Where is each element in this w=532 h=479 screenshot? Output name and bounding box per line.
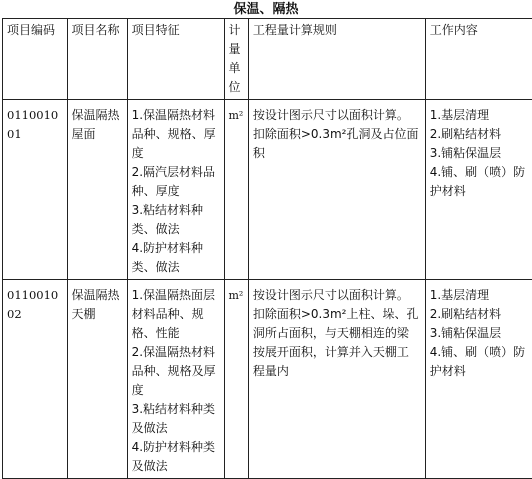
item-rule: 按设计图示尺寸以面积计算。扣除面积>0.3m²孔洞及占位面积: [248, 100, 425, 280]
item-code: [3, 280, 68, 479]
header-unit: 计量单位: [225, 19, 248, 100]
work-line: 3.铺粘保温层: [430, 324, 532, 343]
work-line: 2.刷粘结材料: [430, 305, 532, 324]
item-rule: 按设计图示尺寸以面积计算。扣除面积>0.3m²上柱、垛、孔洞所占面积，与天棚相连的梁按展开面积，计算并入天棚工程量内: [248, 280, 425, 479]
item-name: 保温隔热屋面: [67, 100, 127, 280]
table-row: [3, 280, 532, 479]
header-code: 项目编码: [3, 19, 68, 100]
header-rule: 工程量计算规则: [248, 19, 425, 100]
item-code-text: 011001001: [7, 108, 58, 141]
feature-line: 1.保温隔热材料品种、规格、厚度: [132, 106, 221, 163]
work-line: 2.刷粘结材料: [430, 125, 532, 144]
item-code: [3, 100, 68, 280]
feature-line: 4.防护材料种类、做法: [132, 239, 221, 277]
feature-line: 3.粘结材料种类及做法: [132, 400, 221, 438]
table-header-row: [3, 19, 532, 100]
feature-line: 3.粘结材料种类、做法: [132, 201, 221, 239]
feature-line: 2.保温隔热材料品种、规格及厚度: [132, 343, 221, 400]
table-row: [3, 100, 532, 280]
feature-line: 2.隔汽层材料品种、厚度: [132, 163, 221, 201]
item-features: [127, 280, 225, 479]
item-features: [127, 100, 225, 280]
header-features: 项目特征: [127, 19, 225, 100]
feature-line: 1.保温隔热面层材料品种、规格、性能: [132, 286, 221, 343]
item-work: [425, 100, 532, 280]
item-unit: [225, 100, 248, 280]
item-unit-text: m²: [228, 289, 243, 302]
work-line: 1.基层清理: [430, 286, 532, 305]
work-line: 4.铺、刷（喷）防护材料: [430, 163, 532, 201]
item-work: [425, 280, 532, 479]
header-work: 工作内容: [425, 19, 532, 100]
table-title: 保温、隔热: [0, 0, 532, 20]
work-line: 3.铺粘保温层: [430, 144, 532, 163]
quota-table: [2, 18, 532, 479]
work-line: 4.铺、刷（喷）防护材料: [430, 343, 532, 381]
item-unit-text: m²: [228, 109, 243, 122]
item-name: 保温隔热天棚: [67, 280, 127, 479]
header-name: 项目名称: [67, 19, 127, 100]
feature-line: 4.防护材料种类及做法: [132, 438, 221, 476]
item-unit: [225, 280, 248, 479]
item-code-text: 011001002: [7, 288, 58, 321]
work-line: 1.基层清理: [430, 106, 532, 125]
